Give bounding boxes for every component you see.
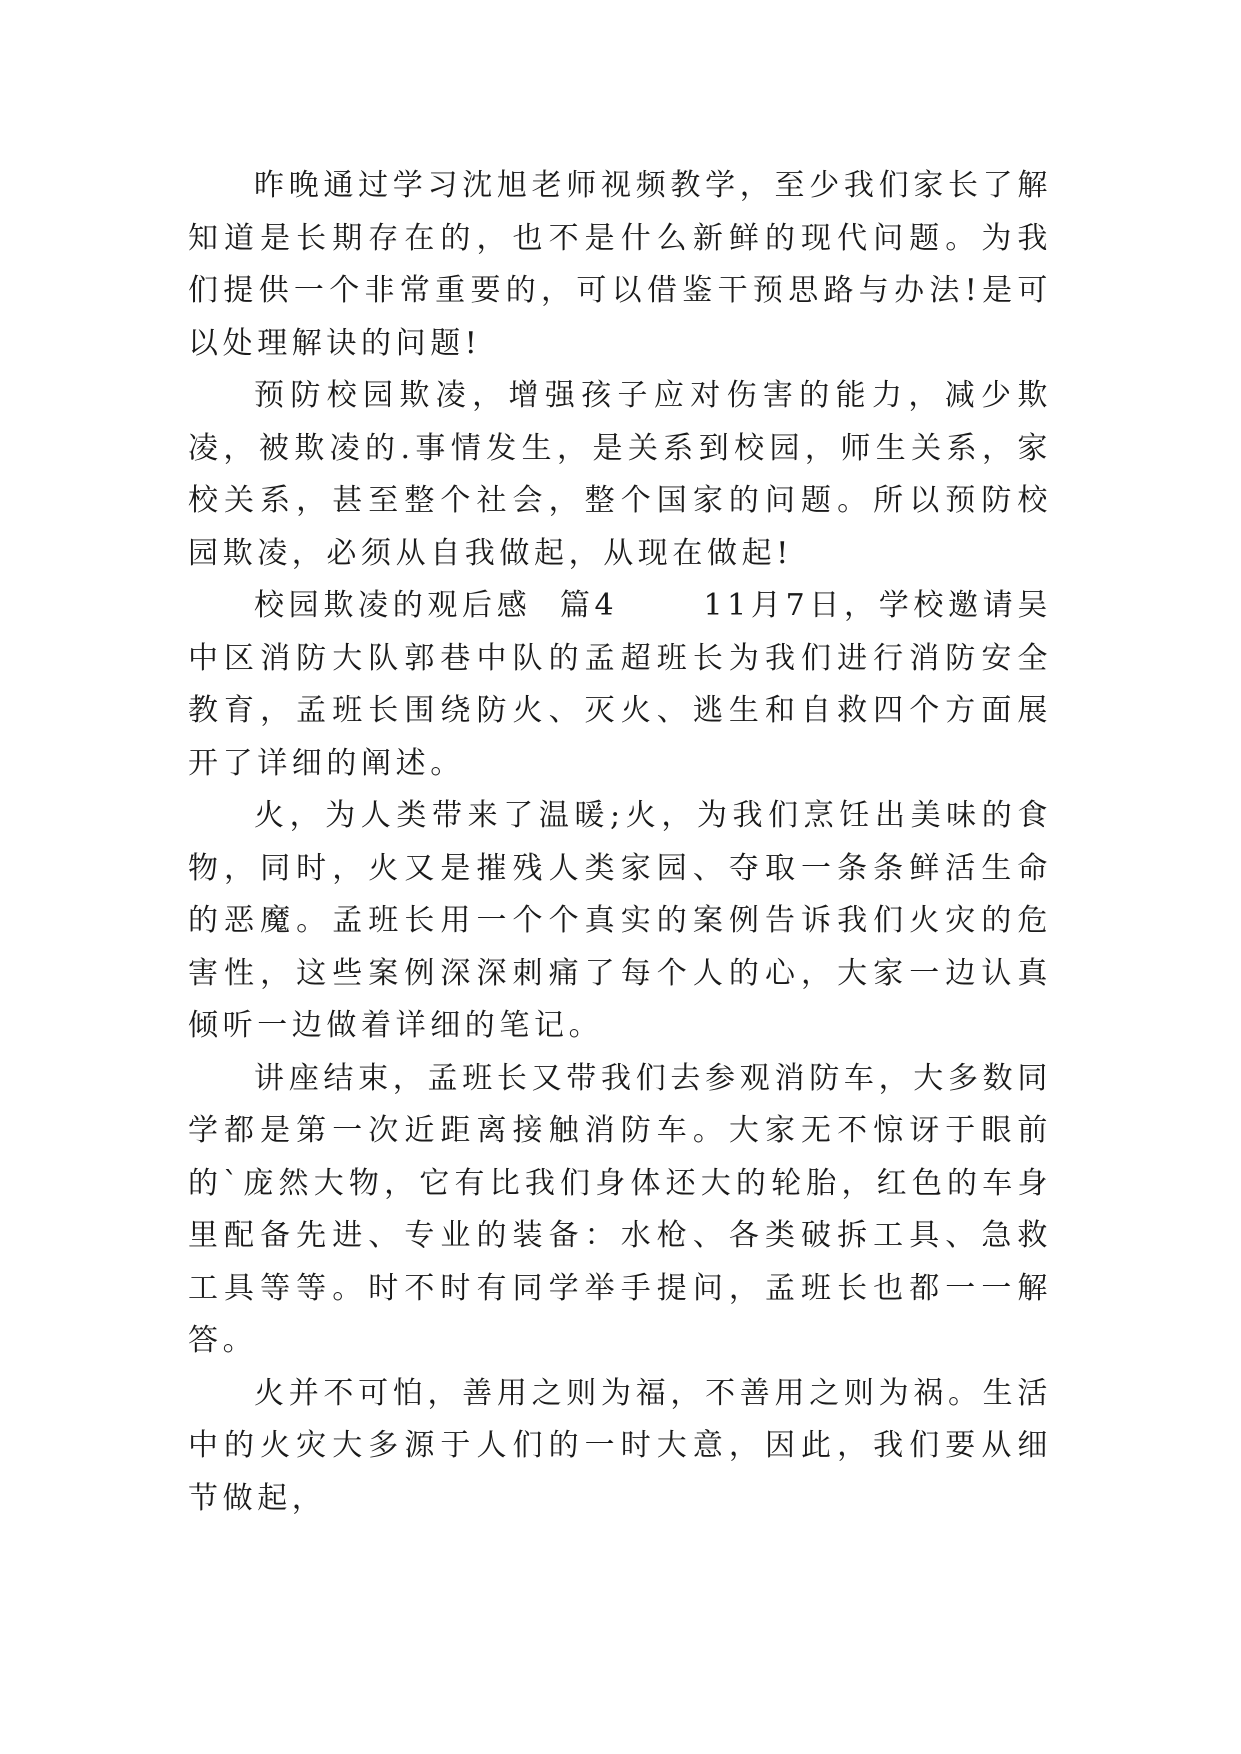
paragraph-5: 讲座结束，孟班长又带我们去参观消防车，大多数同学都是第一次近距离接触消防车。大家无不惊讶于眼前的`庞然大物，它有比我们身体还大的轮胎，红色的车身里配备先进、专业的装备：水枪、各类破拆工具、急救工具等等。时不时有同学举手提问，孟班长也都一一解答。: [188, 1060, 1052, 1358]
paragraph-3-section-heading: 校园欺凌的观后感 篇4 11月7日，学校邀请吴中区消防大队郭巷中队的孟超班长为我们进行消防安全教育，孟班长围绕防火、灭火、逃生和自救四个方面展开了详细的阐述。: [188, 588, 1052, 781]
document-body: [188, 160, 1052, 1525]
paragraph-1: 昨晚通过学习沈旭老师视频教学，至少我们家长了解知道是长期存在的，也不是什么新鲜的现代问题。为我们提供一个非常重要的，可以借鉴干预思路与办法!是可以处理解诀的问题!: [188, 168, 1052, 361]
paragraph-4: 火，为人类带来了温暖;火，为我们烹饪出美味的食物，同时，火又是摧残人类家园、夺取一条条鲜活生命的恶魔。孟班长用一个个真实的案例告诉我们火灾的危害性，这些案例深深刺痛了每个人的心，大家一边认真倾听一边做着详细的笔记。: [188, 798, 1052, 1043]
paragraph-6: 火并不可怕，善用之则为福，不善用之则为祸。生活中的火灾大多源于人们的一时大意，因此，我们要从细节做起，: [188, 1375, 1052, 1516]
paragraph-2: 预防校园欺凌，增强孩子应对伤害的能力，减少欺凌，被欺凌的.事情发生，是关系到校园，师生关系，家校关系，甚至整个社会，整个国家的问题。所以预防校园欺凌，必须从自我做起，从现在做起!: [188, 378, 1052, 571]
